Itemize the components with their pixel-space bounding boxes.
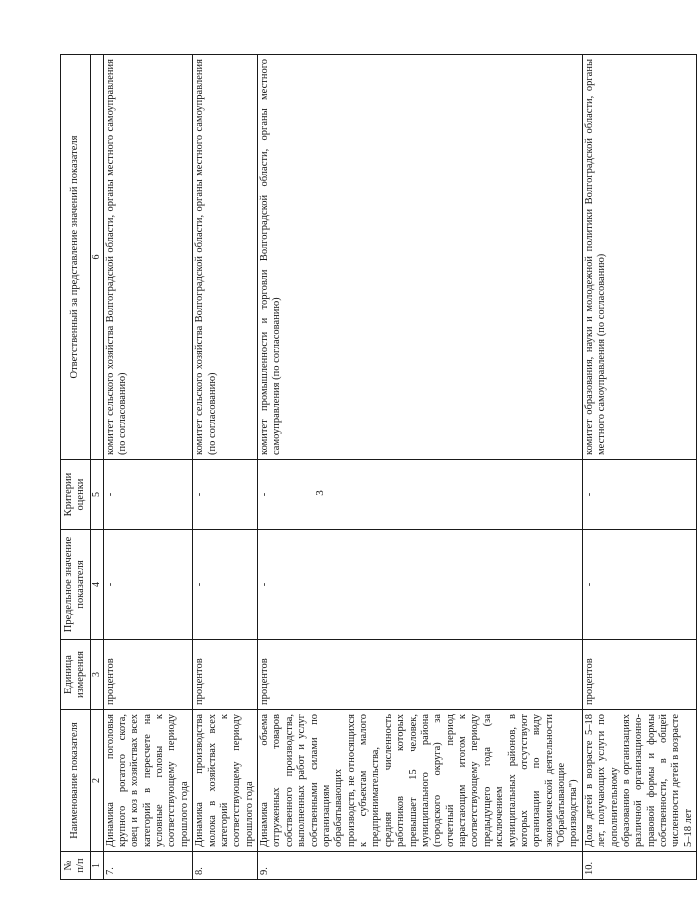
row-number: 10. xyxy=(582,852,696,880)
column-number: 1 xyxy=(90,852,103,880)
limit-value: - xyxy=(582,530,696,640)
evaluation-criteria: - xyxy=(258,460,583,530)
header-criteria: Критерии оценки xyxy=(61,460,91,530)
column-number-row xyxy=(90,55,103,880)
row-number: 8. xyxy=(193,852,258,880)
column-number: 4 xyxy=(90,530,103,640)
table-row xyxy=(193,55,258,880)
evaluation-criteria: - xyxy=(193,460,258,530)
column-number: 6 xyxy=(90,55,103,460)
evaluation-criteria: - xyxy=(103,460,193,530)
table-row xyxy=(103,55,193,880)
page-number: 3 xyxy=(314,490,326,496)
responsible-party: комитет промышленности и торговли Волгоградской области, органы местного самоуправления (по согласованию) xyxy=(258,55,583,460)
header-limit: Предельное значение показателя xyxy=(61,530,91,640)
column-number: 2 xyxy=(90,710,103,852)
row-number: 9. xyxy=(258,852,583,880)
rotated-page xyxy=(60,55,694,880)
responsible-party: комитет сельского хозяйства Волгоградской области, органы местного самоуправления (по согласованию) xyxy=(193,55,258,460)
responsible-party: комитет образования, науки и молодежной политики Волгоградской области, органы местного самоуправления (по согласованию) xyxy=(582,55,696,460)
column-number: 5 xyxy=(90,460,103,530)
column-number: 3 xyxy=(90,640,103,710)
indicator-name: Динамика поголовья крупного рогатого скота, овец и коз в хозяйствах всех категорий в пересчете на условные головы к соответствующему периоду прошлого года xyxy=(103,710,193,852)
unit-of-measure: процентов xyxy=(103,640,193,710)
header-num: № п/п xyxy=(61,852,91,880)
header-unit: Единица измерения xyxy=(61,640,91,710)
indicator-name: Динамика объема отгруженных товаров собственного производства, выполненных работ и услуг собственными силами по организациям обрабатывающих производств, не относящихся к субъектам малого предпринимательства, средняя численность работников которых превышает 15 человек, муниципального района (городского округа) за отчетный период нарастающим итогом к соответствующему периоду предыдущего года (за исключением муниципальных районов, в которых отсутствуют организации по виду экономической деятельности "Обрабатывающие производства") xyxy=(258,710,583,852)
unit-of-measure: процентов xyxy=(258,640,583,710)
unit-of-measure: процентов xyxy=(582,640,696,710)
row-number: 7. xyxy=(103,852,193,880)
table-row xyxy=(582,55,696,880)
header-name: Наименование показателя xyxy=(61,710,91,852)
responsible-party: комитет сельского хозяйства Волгоградской области, органы местного самоуправления (по согласованию) xyxy=(103,55,193,460)
indicator-name: Динамика производства молока в хозяйствах всех категорий к соответствующему периоду прошлого года xyxy=(193,710,258,852)
table-row xyxy=(258,55,583,880)
header-row xyxy=(61,55,91,880)
evaluation-criteria: - xyxy=(582,460,696,530)
limit-value: - xyxy=(258,530,583,640)
indicator-name: Доля детей в возрасте 5–18 лет, получающих услуги по дополнительному образованию в организациях различной организационно-правовой формы и формы собственности, в общей численности детей в возрасте 5–18 лет xyxy=(582,710,696,852)
indicators-table xyxy=(60,54,697,880)
header-responsible: Ответственный за представление значений показателя xyxy=(61,55,91,460)
limit-value: - xyxy=(193,530,258,640)
limit-value: - xyxy=(103,530,193,640)
unit-of-measure: процентов xyxy=(193,640,258,710)
